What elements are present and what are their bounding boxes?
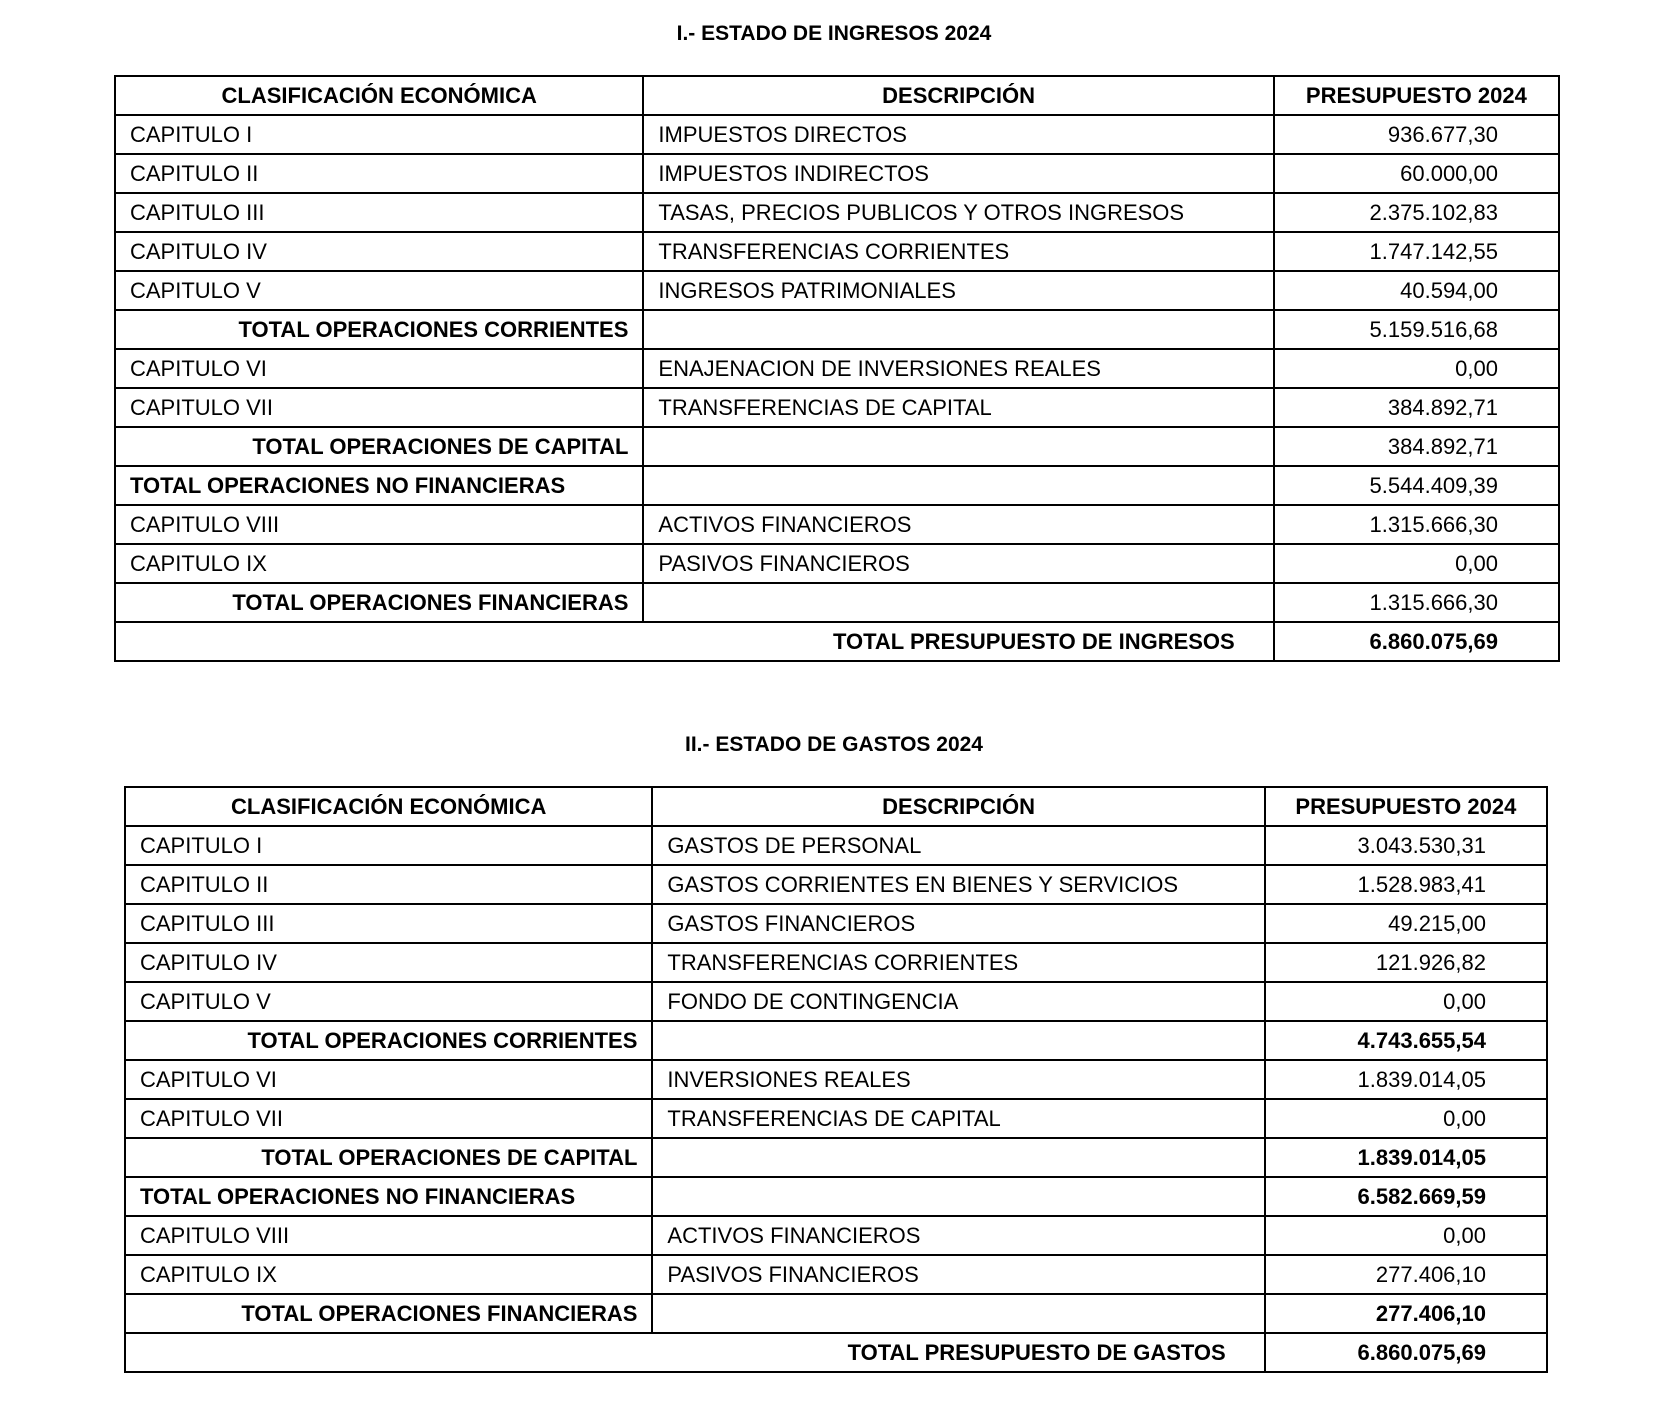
presupuesto-cell: 0,00 bbox=[1265, 982, 1547, 1021]
clasificacion-cell: TOTAL OPERACIONES FINANCIERAS bbox=[115, 583, 643, 622]
descripcion-cell: INVERSIONES REALES bbox=[652, 1060, 1264, 1099]
descripcion-cell: ACTIVOS FINANCIEROS bbox=[652, 1216, 1264, 1255]
descripcion-cell: ENAJENACION DE INVERSIONES REALES bbox=[643, 349, 1273, 388]
descripcion-cell bbox=[643, 310, 1273, 349]
subtotal-row bbox=[115, 427, 1559, 466]
table-row bbox=[115, 388, 1559, 427]
gastos-title: II.- ESTADO DE GASTOS 2024 bbox=[685, 733, 983, 756]
descripcion-cell bbox=[643, 427, 1273, 466]
table-row bbox=[115, 505, 1559, 544]
column-header-descripcion: DESCRIPCIÓN bbox=[652, 787, 1264, 826]
descripcion-cell bbox=[652, 1294, 1264, 1333]
clasificacion-cell: CAPITULO VI bbox=[115, 349, 643, 388]
column-header-clasificacion: CLASIFICACIÓN ECONÓMICA bbox=[125, 787, 652, 826]
ingresos-title: I.- ESTADO DE INGRESOS 2024 bbox=[676, 22, 992, 45]
presupuesto-cell: 2.375.102,83 bbox=[1274, 193, 1559, 232]
presupuesto-cell: 277.406,10 bbox=[1265, 1255, 1547, 1294]
clasificacion-cell: CAPITULO IV bbox=[125, 943, 652, 982]
table-row bbox=[125, 826, 1547, 865]
clasificacion-cell: CAPITULO VII bbox=[115, 388, 643, 427]
table-row bbox=[115, 349, 1559, 388]
presupuesto-cell: 0,00 bbox=[1274, 349, 1559, 388]
table-row bbox=[125, 1255, 1547, 1294]
column-header-descripcion: DESCRIPCIÓN bbox=[643, 76, 1273, 115]
table-row bbox=[125, 865, 1547, 904]
descripcion-cell: GASTOS DE PERSONAL bbox=[652, 826, 1264, 865]
presupuesto-cell: 0,00 bbox=[1265, 1099, 1547, 1138]
presupuesto-cell: 6.582.669,59 bbox=[1265, 1177, 1547, 1216]
table-row bbox=[115, 271, 1559, 310]
clasificacion-cell: CAPITULO IX bbox=[125, 1255, 652, 1294]
descripcion-cell: FONDO DE CONTINGENCIA bbox=[652, 982, 1264, 1021]
presupuesto-cell: 40.594,00 bbox=[1274, 271, 1559, 310]
grand-total-value: 6.860.075,69 bbox=[1265, 1333, 1547, 1372]
descripcion-cell: GASTOS FINANCIEROS bbox=[652, 904, 1264, 943]
presupuesto-cell: 0,00 bbox=[1265, 1216, 1547, 1255]
clasificacion-cell: CAPITULO IV bbox=[115, 232, 643, 271]
presupuesto-cell: 1.747.142,55 bbox=[1274, 232, 1559, 271]
table-row bbox=[125, 982, 1547, 1021]
grand-total-row bbox=[125, 1333, 1547, 1372]
clasificacion-cell: CAPITULO VII bbox=[125, 1099, 652, 1138]
subtotal-row bbox=[125, 1138, 1547, 1177]
descripcion-cell: INGRESOS PATRIMONIALES bbox=[643, 271, 1273, 310]
clasificacion-cell: CAPITULO IX bbox=[115, 544, 643, 583]
grand-total-row bbox=[115, 622, 1559, 661]
table-row bbox=[125, 1099, 1547, 1138]
clasificacion-cell: TOTAL OPERACIONES NO FINANCIERAS bbox=[115, 466, 643, 505]
table-row bbox=[125, 1216, 1547, 1255]
clasificacion-cell: TOTAL OPERACIONES NO FINANCIERAS bbox=[125, 1177, 652, 1216]
presupuesto-cell: 1.839.014,05 bbox=[1265, 1138, 1547, 1177]
clasificacion-cell: CAPITULO VI bbox=[125, 1060, 652, 1099]
subtotal-row bbox=[115, 466, 1559, 505]
ingresos-table bbox=[114, 75, 1560, 662]
presupuesto-cell: 0,00 bbox=[1274, 544, 1559, 583]
presupuesto-cell: 936.677,30 bbox=[1274, 115, 1559, 154]
clasificacion-cell: CAPITULO I bbox=[125, 826, 652, 865]
clasificacion-cell: CAPITULO V bbox=[125, 982, 652, 1021]
column-header-presupuesto: PRESUPUESTO 2024 bbox=[1265, 787, 1547, 826]
clasificacion-cell: TOTAL OPERACIONES DE CAPITAL bbox=[115, 427, 643, 466]
subtotal-row bbox=[125, 1294, 1547, 1333]
table-row bbox=[125, 943, 1547, 982]
gastos-table bbox=[124, 786, 1548, 1373]
clasificacion-cell: CAPITULO III bbox=[115, 193, 643, 232]
clasificacion-cell: TOTAL OPERACIONES FINANCIERAS bbox=[125, 1294, 652, 1333]
descripcion-cell: IMPUESTOS DIRECTOS bbox=[643, 115, 1273, 154]
subtotal-row bbox=[125, 1021, 1547, 1060]
presupuesto-cell: 1.315.666,30 bbox=[1274, 583, 1559, 622]
presupuesto-cell: 4.743.655,54 bbox=[1265, 1021, 1547, 1060]
table-row bbox=[115, 544, 1559, 583]
descripcion-cell: TRANSFERENCIAS DE CAPITAL bbox=[643, 388, 1273, 427]
descripcion-cell: TRANSFERENCIAS DE CAPITAL bbox=[652, 1099, 1264, 1138]
descripcion-cell bbox=[652, 1021, 1264, 1060]
clasificacion-cell: TOTAL OPERACIONES CORRIENTES bbox=[125, 1021, 652, 1060]
descripcion-cell: ACTIVOS FINANCIEROS bbox=[643, 505, 1273, 544]
clasificacion-cell: CAPITULO V bbox=[115, 271, 643, 310]
presupuesto-cell: 49.215,00 bbox=[1265, 904, 1547, 943]
descripcion-cell bbox=[643, 466, 1273, 505]
descripcion-cell: TRANSFERENCIAS CORRIENTES bbox=[643, 232, 1273, 271]
clasificacion-cell: CAPITULO VIII bbox=[125, 1216, 652, 1255]
grand-total-label: TOTAL PRESUPUESTO DE GASTOS bbox=[125, 1333, 1265, 1372]
clasificacion-cell: CAPITULO VIII bbox=[115, 505, 643, 544]
presupuesto-cell: 3.043.530,31 bbox=[1265, 826, 1547, 865]
descripcion-cell: PASIVOS FINANCIEROS bbox=[652, 1255, 1264, 1294]
presupuesto-cell: 5.159.516,68 bbox=[1274, 310, 1559, 349]
presupuesto-cell: 1.839.014,05 bbox=[1265, 1060, 1547, 1099]
presupuesto-cell: 5.544.409,39 bbox=[1274, 466, 1559, 505]
table-row bbox=[125, 1060, 1547, 1099]
descripcion-cell bbox=[652, 1138, 1264, 1177]
clasificacion-cell: TOTAL OPERACIONES CORRIENTES bbox=[115, 310, 643, 349]
clasificacion-cell: CAPITULO II bbox=[115, 154, 643, 193]
header-row bbox=[115, 76, 1559, 115]
subtotal-row bbox=[115, 310, 1559, 349]
subtotal-row bbox=[115, 583, 1559, 622]
clasificacion-cell: CAPITULO I bbox=[115, 115, 643, 154]
presupuesto-cell: 277.406,10 bbox=[1265, 1294, 1547, 1333]
header-row bbox=[125, 787, 1547, 826]
presupuesto-cell: 1.528.983,41 bbox=[1265, 865, 1547, 904]
table-row bbox=[115, 193, 1559, 232]
clasificacion-cell: CAPITULO III bbox=[125, 904, 652, 943]
descripcion-cell: TASAS, PRECIOS PUBLICOS Y OTROS INGRESOS bbox=[643, 193, 1273, 232]
table-row bbox=[115, 115, 1559, 154]
presupuesto-cell: 384.892,71 bbox=[1274, 427, 1559, 466]
grand-total-value: 6.860.075,69 bbox=[1274, 622, 1559, 661]
subtotal-row bbox=[125, 1177, 1547, 1216]
clasificacion-cell: TOTAL OPERACIONES DE CAPITAL bbox=[125, 1138, 652, 1177]
clasificacion-cell: CAPITULO II bbox=[125, 865, 652, 904]
presupuesto-cell: 384.892,71 bbox=[1274, 388, 1559, 427]
descripcion-cell bbox=[643, 583, 1273, 622]
descripcion-cell: PASIVOS FINANCIEROS bbox=[643, 544, 1273, 583]
descripcion-cell: IMPUESTOS INDIRECTOS bbox=[643, 154, 1273, 193]
table-row bbox=[125, 904, 1547, 943]
table-row bbox=[115, 232, 1559, 271]
column-header-clasificacion: CLASIFICACIÓN ECONÓMICA bbox=[115, 76, 643, 115]
descripcion-cell: GASTOS CORRIENTES EN BIENES Y SERVICIOS bbox=[652, 865, 1264, 904]
presupuesto-cell: 1.315.666,30 bbox=[1274, 505, 1559, 544]
descripcion-cell bbox=[652, 1177, 1264, 1216]
presupuesto-cell: 121.926,82 bbox=[1265, 943, 1547, 982]
column-header-presupuesto: PRESUPUESTO 2024 bbox=[1274, 76, 1559, 115]
grand-total-label: TOTAL PRESUPUESTO DE INGRESOS bbox=[115, 622, 1274, 661]
descripcion-cell: TRANSFERENCIAS CORRIENTES bbox=[652, 943, 1264, 982]
table-row bbox=[115, 154, 1559, 193]
presupuesto-cell: 60.000,00 bbox=[1274, 154, 1559, 193]
